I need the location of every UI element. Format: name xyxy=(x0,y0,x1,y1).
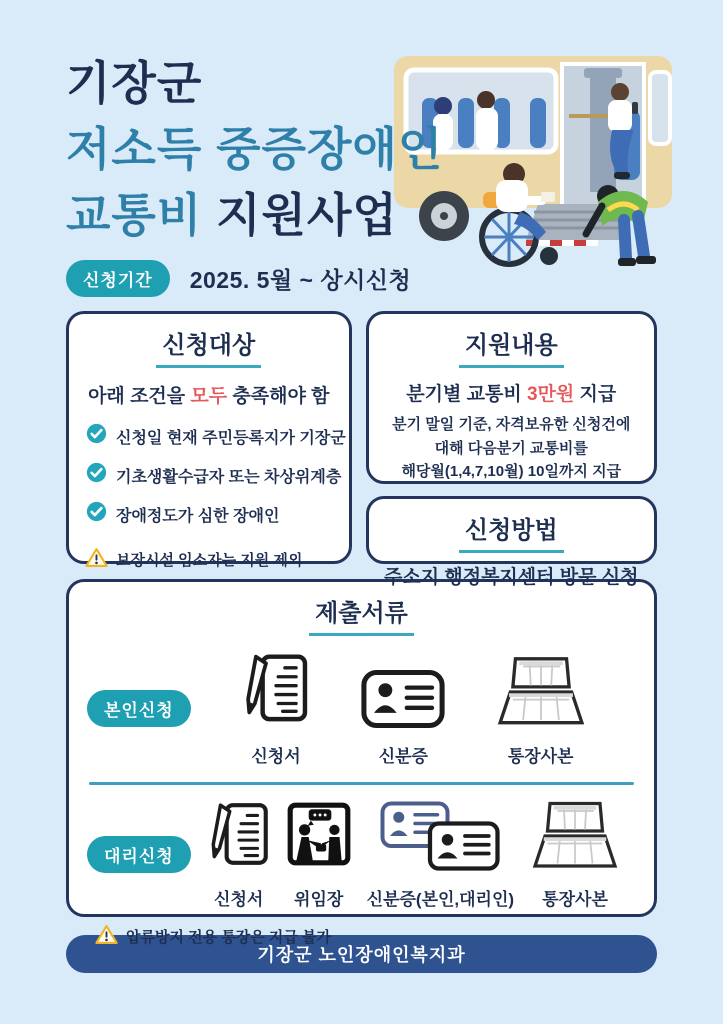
double-id-card-icon xyxy=(380,801,500,876)
title-line-3-accent: 교통비 xyxy=(66,189,203,241)
checklist-item-label: 장애정도가 심한 장애인 xyxy=(116,507,280,525)
self-application-badge: 본인신청 xyxy=(87,690,191,727)
benefit-detail xyxy=(369,413,654,484)
documents-warning-label: 압류방지 전용 통장은 지급 불가 xyxy=(126,929,332,946)
doc-item-id-card xyxy=(361,670,445,767)
eligibility-title: 신청대상 xyxy=(69,325,349,368)
method-text: 주소지 행정복지센터 방문 신청 xyxy=(384,567,639,588)
application-form-icon xyxy=(206,799,272,876)
doc-item-label: 신청서 xyxy=(214,890,264,909)
doc-item-delegation xyxy=(286,799,352,910)
title-line-2: 저소득 중증장애인 xyxy=(66,123,444,175)
poster-header xyxy=(0,0,723,248)
eligibility-subtitle: 아래 조건을 모두 충족해야 함 xyxy=(88,386,330,407)
checklist-item xyxy=(86,462,349,488)
application-period-row xyxy=(66,260,723,297)
right-card-column xyxy=(366,311,657,588)
benefit-detail-line: 대해 다음분기 교통비를 xyxy=(434,439,588,457)
title-line-3-rest: 지원사업 xyxy=(202,189,398,241)
documents-row-self xyxy=(73,650,650,767)
benefit-card xyxy=(366,311,657,484)
warning-icon xyxy=(95,924,118,949)
eligibility-subtitle-highlight: 모두 xyxy=(190,386,228,407)
documents-divider xyxy=(89,782,634,785)
eligibility-card xyxy=(66,311,352,569)
checklist-item-label: 신청일 현재 주민등록지가 기장군 xyxy=(116,429,346,447)
doc-item-double-id-card xyxy=(367,801,514,910)
period-value: 2025. 5월 ~ 상시신청 xyxy=(189,267,412,293)
bankbook-icon xyxy=(529,801,621,876)
eligibility-warning xyxy=(85,547,349,572)
doc-item-label: 신청서 xyxy=(251,747,301,766)
benefit-title: 지원내용 xyxy=(369,325,654,368)
check-circle-icon xyxy=(86,501,107,527)
doc-item-application-form xyxy=(206,799,272,910)
benefit-detail-line: 해당월(1,4,7,10월) 10일까지 지급 xyxy=(401,463,622,481)
doc-item-application-form xyxy=(240,650,312,767)
doc-item-label: 위임장 xyxy=(294,890,344,909)
check-circle-icon xyxy=(86,423,107,449)
eligibility-checklist xyxy=(86,423,349,527)
id-card-icon xyxy=(361,670,445,733)
method-title: 신청방법 xyxy=(369,510,654,553)
check-circle-icon xyxy=(86,462,107,488)
doc-item-bankbook xyxy=(495,656,587,767)
checklist-item xyxy=(86,501,349,527)
warning-icon xyxy=(85,547,108,572)
doc-item-group-forms xyxy=(206,799,352,910)
footer-department-label: 기장군 노인장애인복지과 xyxy=(257,945,466,965)
info-cards xyxy=(66,311,657,588)
period-badge: 신청기간 xyxy=(66,260,170,297)
documents-row-proxy xyxy=(73,799,650,910)
doc-item-label: 통장사본 xyxy=(542,890,608,909)
bankbook-icon xyxy=(495,656,587,733)
doc-item-label: 신분증(본인,대리인) xyxy=(366,890,515,909)
benefit-amount-highlight: 3만원 xyxy=(526,384,575,405)
checklist-item xyxy=(86,423,349,449)
documents-card xyxy=(66,579,657,946)
title-line-3 xyxy=(66,182,723,248)
doc-item-label: 신분증 xyxy=(378,747,428,766)
documents-title: 제출서류 xyxy=(73,593,650,636)
method-card xyxy=(366,496,657,588)
checklist-item-label: 기초생활수급자 또는 차상위계층 xyxy=(116,468,342,486)
proxy-application-badge: 대리신청 xyxy=(87,836,191,873)
benefit-detail-line: 분기 말일 기준, 자격보유한 신청건에 xyxy=(392,416,631,433)
eligibility-warning-label: 보장시설 입소자는 지원 제외 xyxy=(116,552,303,569)
doc-item-label: 통장사본 xyxy=(507,747,574,766)
application-form-icon xyxy=(240,650,312,733)
benefit-main-line: 분기별 교통비 3만원 지급 xyxy=(406,384,617,405)
title-line-1: 기장군 xyxy=(66,57,203,109)
doc-item-bankbook xyxy=(529,801,621,910)
delegation-icon xyxy=(286,799,352,876)
